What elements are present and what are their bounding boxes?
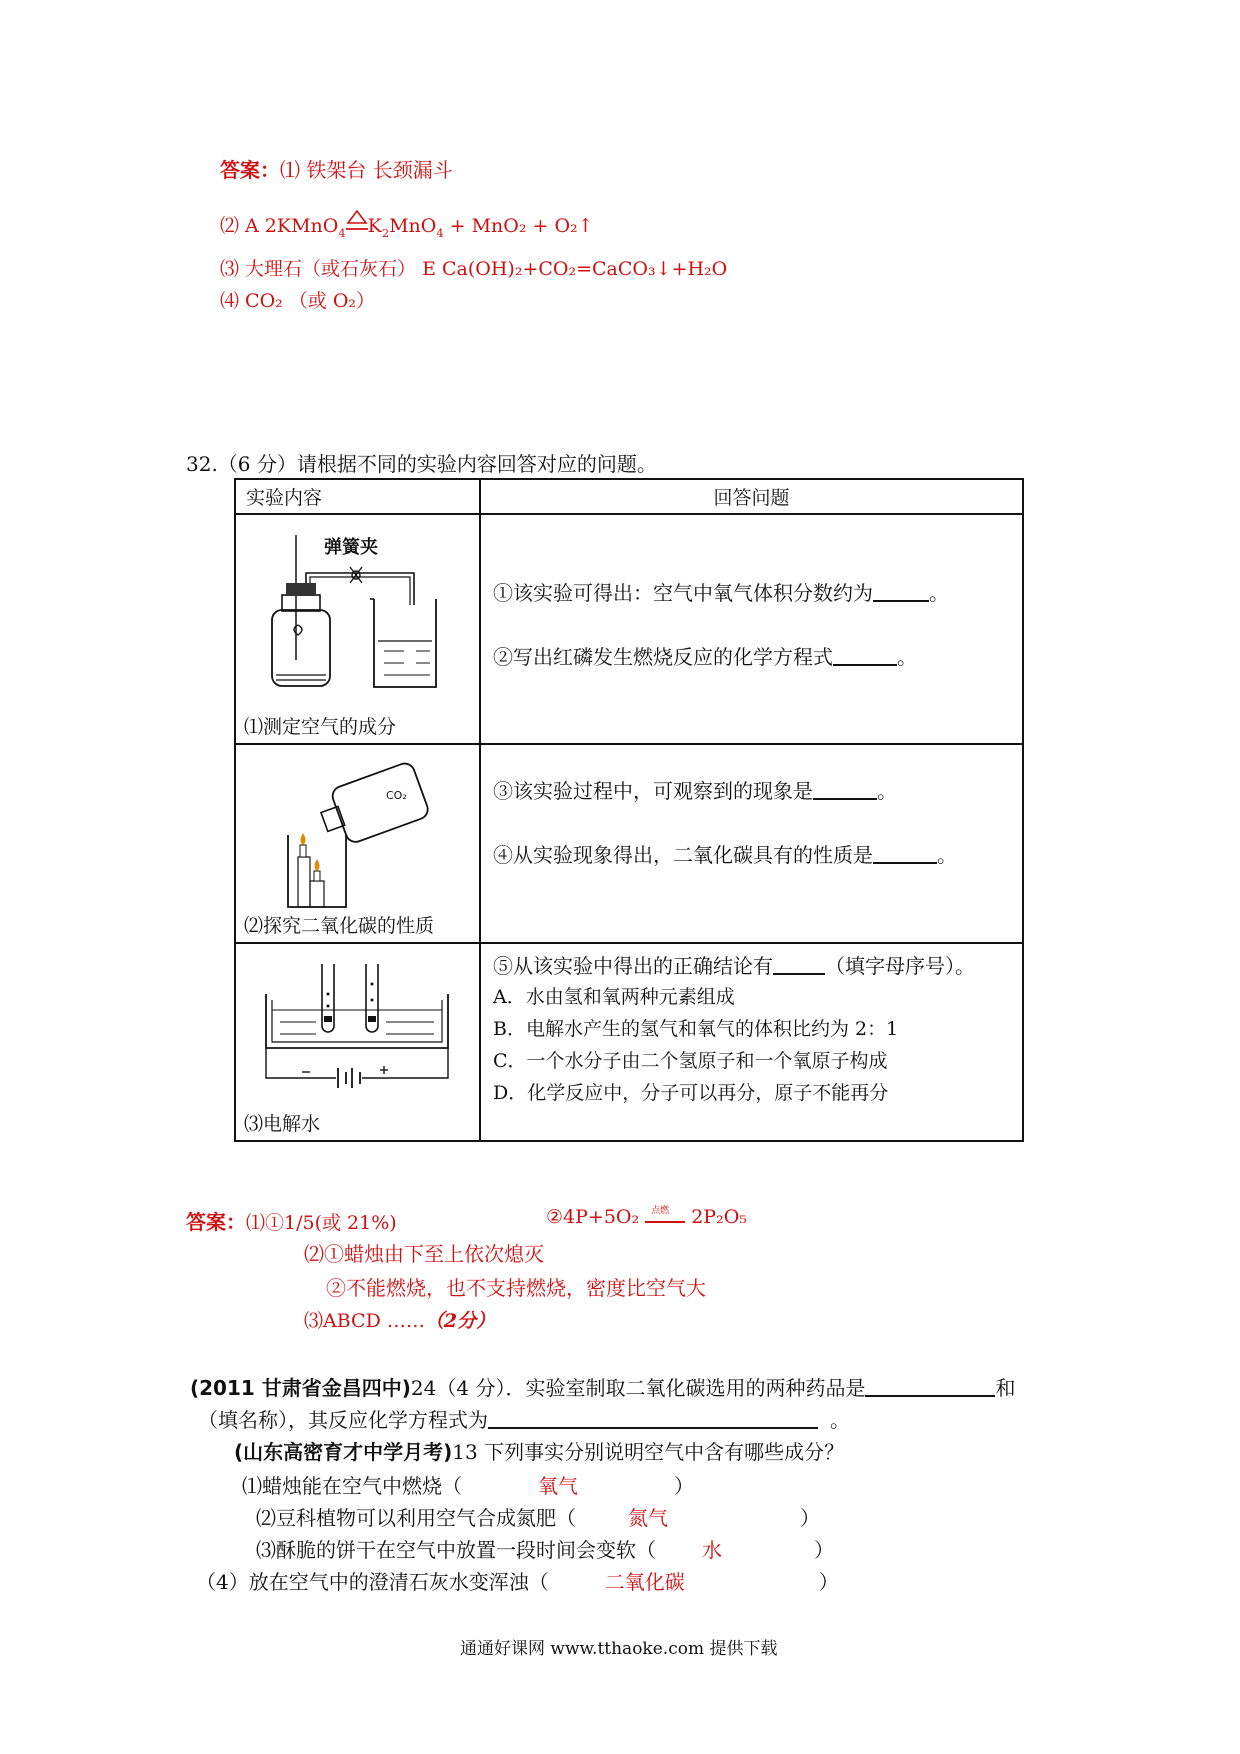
co2-label: CO₂ [386, 789, 407, 802]
row3-caption: ⑶电解水 [244, 1113, 321, 1135]
answer-label: 答案： [220, 158, 280, 182]
q5-text: ⑤从该实验中得出的正确结论有 （填字母序号）。 [493, 954, 975, 978]
question13-item3: ⑶酥脆的饼干在空气中放置一段时间会变软（ 水 ） [256, 1538, 834, 1562]
option-d: D．化学反应中，分子可以再分，原子不能再分 [493, 1082, 889, 1104]
option-b: B．电解水产生的氢气和氧气的体积比约为 2：1 [493, 1018, 899, 1040]
question24-line2: （填名称），其反应化学方程式为 。 [198, 1408, 850, 1432]
answer-co2: 二氧化碳 [604, 1570, 685, 1594]
co2-pouring-apparatus-icon [236, 745, 479, 910]
header-left: 实验内容 [235, 479, 480, 514]
question13-item1: ⑴蜡烛能在空气中燃烧（ 氧气 ） [242, 1474, 694, 1498]
answer2-line3: ②不能燃烧，也不支持燃烧，密度比空气大 [326, 1276, 706, 1300]
option-c: C．一个水分子由二个氢原子和一个氧原子构成 [493, 1050, 888, 1072]
row2-caption: ⑵探究二氧化碳的性质 [244, 915, 435, 937]
row1-right [480, 514, 1023, 744]
q4-text: ④从实验现象得出，二氧化碳具有的性质是 。 [493, 843, 957, 867]
answer2-line4: ⑶ABCD ……（2分） [304, 1310, 496, 1332]
answer1-line2: ⑵ A 2KMnO$_4$ $K_2MnO_4 + MnO_2$ + O₂↑ [220, 210, 594, 240]
answer1-line1: 答案：⑴ 铁架台 长颈漏斗 [220, 158, 453, 182]
question13-item4: （4）放在空气中的澄清石灰水变浑浊（ 二氧化碳 ） [196, 1570, 839, 1594]
question24-line1: (2011 甘肃省金昌四中)24（4 分）．实验室制取二氧化碳选用的两种药品是 和 [190, 1376, 1016, 1400]
question13-item2: ⑵豆科植物可以利用空气合成氮肥（ 氮气 ） [256, 1506, 820, 1530]
source-label: (山东高密育才中学月考) [234, 1440, 453, 1464]
row3-right [480, 943, 1023, 1141]
air-composition-apparatus-icon [236, 515, 479, 705]
water-electrolysis-apparatus-icon [236, 944, 479, 1109]
row1-caption: ⑴测定空气的成分 [244, 716, 397, 738]
q1-text: ①该实验可得出：空气中氧气体积分数约为 。 [493, 581, 949, 605]
question32-title: 32.（6 分）请根据不同的实验内容回答对应的问题。 [186, 452, 657, 476]
header-right: 回答问题 [480, 479, 1023, 514]
answer1-line4: ⑷ CO₂ （或 O₂） [220, 290, 376, 312]
answer2-line2: ⑵①蜡烛由下至上依次熄灭 [304, 1242, 544, 1266]
question13-title: (山东高密育才中学月考)13 下列事实分别说明空气中含有哪些成分？ [234, 1440, 845, 1464]
ignite-condition: 点燃 [645, 1211, 685, 1223]
answer-oxygen: 氧气 [538, 1474, 578, 1498]
page-footer: 通通好课网 www.tthaoke.com 提供下载 [460, 1639, 778, 1659]
row2-left [235, 744, 480, 943]
spring-clip-label: 弹簧夹 [324, 537, 378, 558]
source-label: (2011 甘肃省金昌四中) [190, 1376, 411, 1400]
q3-text: ③该实验过程中，可观察到的现象是 。 [493, 779, 897, 803]
answer2-equation: ②4P+5O₂ 点燃 2P₂O₅ [546, 1206, 747, 1228]
row1-left [235, 514, 480, 744]
answer-label: 答案： [186, 1210, 246, 1234]
row2-right [480, 744, 1023, 943]
heating-arrow-icon [346, 210, 368, 232]
experiment-table [234, 478, 1024, 1142]
answer2-line1: 答案：⑴①1/5(或 21%) [186, 1210, 397, 1234]
answer1-line3: ⑶ 大理石（或石灰石） E Ca(OH)₂+CO₂=CaCO₃↓+H₂O [220, 258, 728, 280]
row3-left [235, 943, 480, 1141]
q2-text: ②写出红磷发生燃烧反应的化学方程式 。 [493, 645, 917, 669]
option-a: A．水由氢和氧两种元素组成 [493, 986, 735, 1008]
answer-nitrogen: 氮气 [628, 1506, 668, 1530]
answer-water: 水 [702, 1538, 722, 1562]
